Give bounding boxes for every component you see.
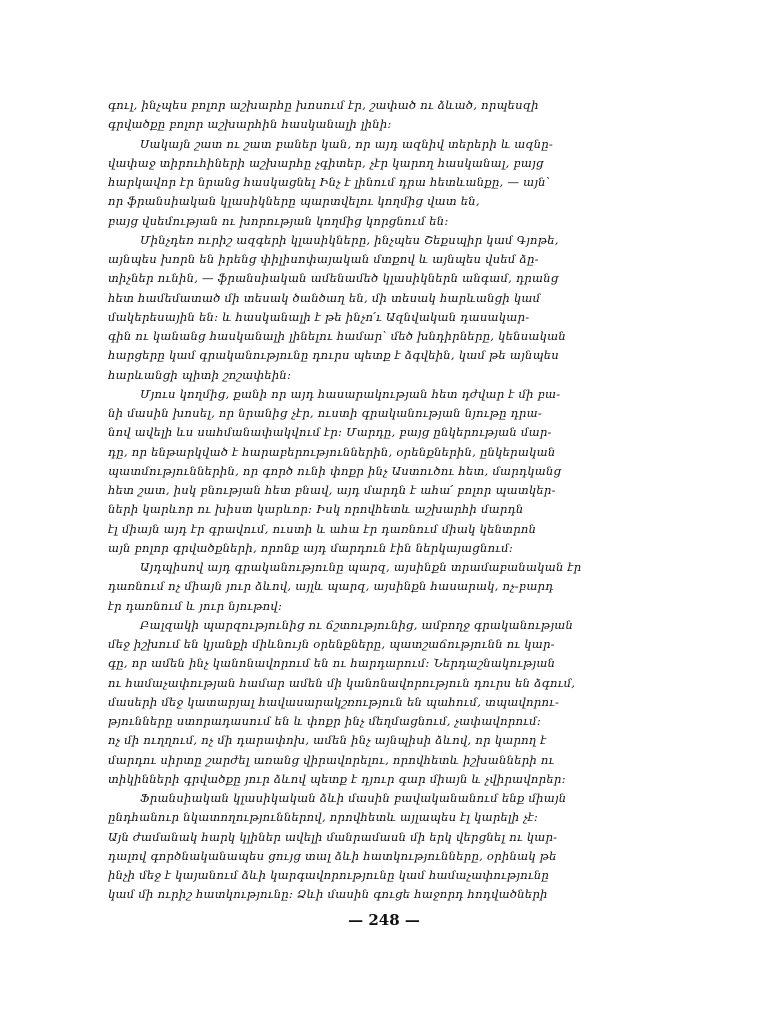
text-line: հետ շատ, իսկ բնության հետ բնավ, այդ մարդն է ահա՛ բոլոր պատկեր-	[108, 483, 556, 497]
text-line: Սակայն շատ ու շատ բաներ կան, որ այդ ազնիվ տերերի և ազնը-	[140, 136, 554, 151]
text-line: ու համաչափության համար ամեն մի կանոնավորություն դուրս են ձգում,	[108, 675, 576, 690]
text-line: մարդու սիրտը շարժել առանց վիրավորելու, որովհետև իշխանների ու	[108, 752, 555, 767]
text-line: գուլ, ինչպես բոլոր աշխարհը խոսում էր, շափած ու ձևած, որպեսզի	[108, 98, 539, 112]
text-line: ինչի մեջ է կայանում ձևի կարգավորությունը կամ համաչափությունը	[108, 868, 550, 882]
text-line: նով ավելի ևս սահմանափակվում էր։ Մարդը, բայց ընկերության մար-	[108, 425, 552, 440]
text-line: հարևանցի պիտի շոշափեին։	[108, 367, 292, 382]
text-line: նի մասին խոսել, որ նրանից չէր, ուստի գրականության նյութը դրա-	[108, 406, 543, 420]
text-line: ոչ մի ուղղում, ոչ մի դարափոխ, ամեն ինչ այնպիսի ձևով, որ կարող է	[108, 733, 547, 748]
text-line: ների կարևոր ու խիստ կարևոր։ Իսկ որովհետև աշխարհի մարդն	[108, 502, 524, 517]
text-line: գին ու կանանց հասկանալի լինելու համար՝ մեծ խնդիրները, կենսական	[108, 329, 566, 343]
text-line: հետ համեմատած մի տեսակ ծանծաղ են, մի տեսակ հարևանցի կամ	[108, 290, 541, 305]
text-line: բայց վսեմության ու խորության կողմից կորցնում են։	[108, 213, 449, 228]
text-line: էր դառնում և յուր նյութով։	[108, 598, 283, 613]
text-line: մասերի մեջ կատարյալ հավասարակշռություն են պահում, տպավորու-	[108, 694, 560, 709]
text-line: էլ միայն այդ էր գրավում, ուստի և ահա էր դառնում միակ կենտրոն	[108, 521, 537, 536]
text-line: մեջ իշխում են կյանքի միևնույն օրենքները, պատշաճությունն ու կար-	[108, 637, 555, 651]
text-line: Այդպիսով այդ գրականությունը պարզ, այսինքն տրամաբանական էր	[140, 560, 582, 574]
text-line: կամ մի ուրիշ հատկությունը։ Ձևի մասին գուցե հաջորդ հոդվածների	[108, 887, 548, 902]
text-line: հարցերը կամ գրականությունը դուրս պետք է ձգվեին, կամ թե այնպես	[108, 348, 559, 363]
text-line: ընդհանուր նկատողություններով, որովհետև այլապես էլ կարելի չէ։	[108, 810, 539, 825]
text-line: Ֆրանսիական կլասիկական ձևի մասին բավականանում ենք միայն	[140, 791, 567, 805]
text-line: տիչներ ունին, — ֆրանսիական ամենամեծ կլասիկներն անգամ, դրանց	[108, 271, 559, 286]
text-line: վափաջ տիրուհիների աշխարհը չգիտեր, չէր կարող հասկանալ, բայց	[108, 155, 544, 170]
text-line: պատմություններին, որ գործ ունի փոքր ինչ Աստուծու հետ, մարդկանց	[108, 463, 562, 478]
text-line: դառնում ոչ միայն յուր ձևով, այլև պարզ, այսինքն հասարակ, ոչ-բարդ	[108, 579, 554, 594]
text-line: Այն ժամանակ հարկ կլիներ ավելի մանրամասն մի երկ վերցնել ու կար-	[108, 829, 558, 844]
page-number: — 248 —	[348, 911, 420, 929]
text-line: Բալզակի պարզությունից ու ճշտությունից, ամբողջ գրականության	[140, 617, 574, 632]
text-line: թյունները ստորադասում են և փոքր ինչ մեղմացնում, չափավորում։	[108, 714, 541, 728]
text-line: այն բոլոր գրվածքների, որոնք այդ մարդուն էին ներկայացնում։	[108, 540, 514, 555]
text-line: դը, որ ենթարկված է հարաբերություններին, օրենքներին, ընկերական	[108, 444, 556, 459]
text-line: Մյուս կողմից, քանի որ այդ հասարակության հետ դժվար է մի բա-	[140, 386, 561, 401]
text-line: Մինչդեռ ուրիշ ազգերի կլասիկները, ինչպես Շեքսպիր կամ Գյոթե,	[140, 232, 559, 247]
text-line: հարկավոր էր նրանց հասկացնել Ինչ է լինում դրա հետևանքը, — այն՝	[108, 175, 551, 189]
text-line: մակերեսային են։ և հասկանալի է թե ինչո՛ւ Ազնվական դասակար-	[108, 309, 530, 324]
text-line: այնպես խորն են իրենց փիլիսոփայական մտքով և այնպես վսեմ ձը-	[108, 252, 539, 266]
text-line: դալով գործնականապես ցույց տալ ձևի հատկությունները, օրինակ թե	[108, 848, 557, 863]
page-body-text	[108, 96, 660, 905]
text-line: գը, որ ամեն ինչ կանոնավորում են ու հարդարում։ Ներդաշնակության	[108, 656, 556, 671]
text-line: որ ֆրանսիական կլասիկները պարտվելու կողմից վատ են,	[108, 194, 480, 209]
text-line: գրվածքը բոլոր աշխարհին հասկանալի լինի։	[108, 117, 392, 132]
text-line: տիկինների գրվածքը յուր ձևով պետք է դյուր գար միայն և չվիրավորեր։	[108, 771, 566, 786]
